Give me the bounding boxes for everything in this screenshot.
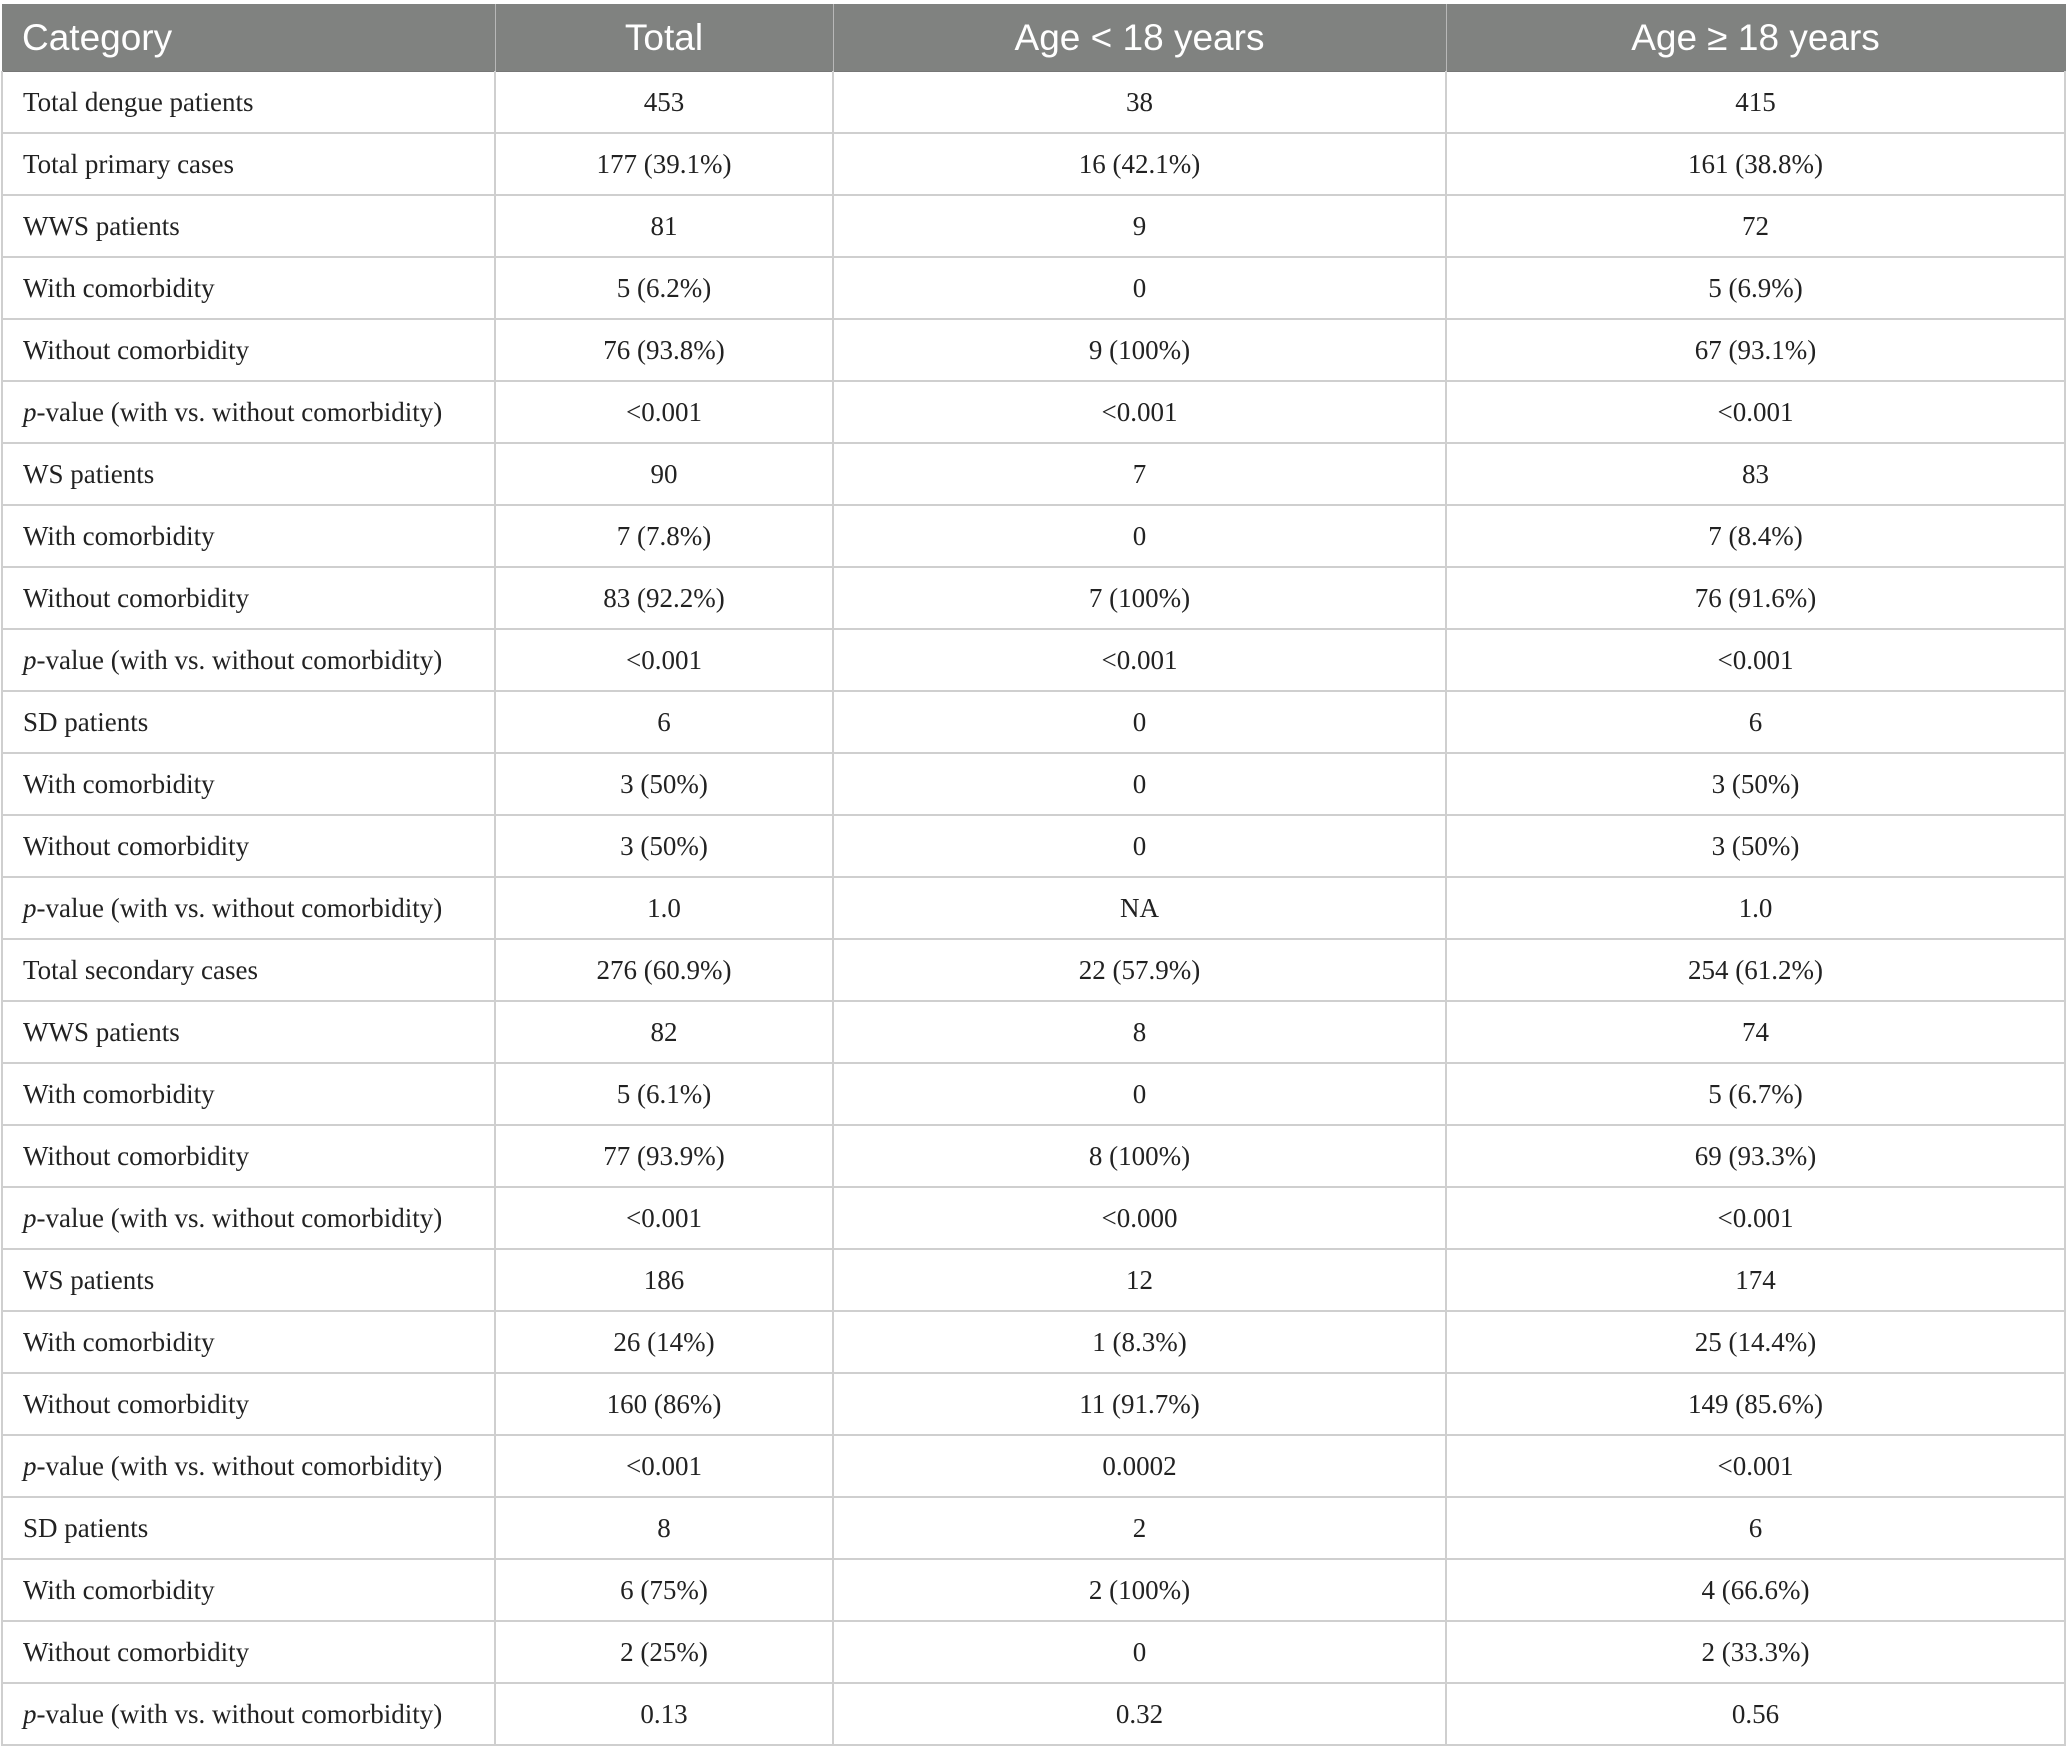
- cell-total: 276 (60.9%): [495, 939, 833, 1001]
- cell-total: 77 (93.9%): [495, 1125, 833, 1187]
- table-row: [2, 381, 2065, 443]
- pvalue-label-rest: -value (with vs. without comorbidity): [36, 892, 443, 923]
- cell-total: 82: [495, 1001, 833, 1063]
- row-category: [2, 1187, 495, 1249]
- table-row: [2, 133, 2065, 195]
- table-row: [2, 753, 2065, 815]
- cell-age-18-plus: 67 (93.1%): [1446, 319, 2065, 381]
- row-category: [2, 629, 495, 691]
- table-row: [2, 1249, 2065, 1311]
- cell-age-under-18: <0.000: [833, 1187, 1446, 1249]
- cell-total: 160 (86%): [495, 1373, 833, 1435]
- cell-total: 3 (50%): [495, 815, 833, 877]
- table-row: [2, 72, 2065, 134]
- cell-age-18-plus: 174: [1446, 1249, 2065, 1311]
- row-category: [2, 877, 495, 939]
- cell-age-under-18: 22 (57.9%): [833, 939, 1446, 1001]
- cell-total: 83 (92.2%): [495, 567, 833, 629]
- table-row: [2, 319, 2065, 381]
- row-category: With comorbidity: [2, 753, 495, 815]
- cell-age-under-18: 16 (42.1%): [833, 133, 1446, 195]
- header-row: [2, 4, 2065, 72]
- row-category: SD patients: [2, 1497, 495, 1559]
- cell-total: <0.001: [495, 1435, 833, 1497]
- table-row: [2, 939, 2065, 1001]
- cell-age-under-18: 7 (100%): [833, 567, 1446, 629]
- row-category: [2, 1435, 495, 1497]
- cell-age-18-plus: 72: [1446, 195, 2065, 257]
- row-category: Without comorbidity: [2, 815, 495, 877]
- cell-age-under-18: 0: [833, 257, 1446, 319]
- cell-age-18-plus: <0.001: [1446, 629, 2065, 691]
- table-row: [2, 257, 2065, 319]
- header-category: Category: [2, 4, 495, 72]
- cell-age-18-plus: 69 (93.3%): [1446, 1125, 2065, 1187]
- cell-age-18-plus: 3 (50%): [1446, 753, 2065, 815]
- cell-age-under-18: 12: [833, 1249, 1446, 1311]
- cell-total: 1.0: [495, 877, 833, 939]
- pvalue-label-rest: -value (with vs. without comorbidity): [36, 1202, 443, 1233]
- row-category: Without comorbidity: [2, 1621, 495, 1683]
- cell-age-under-18: 11 (91.7%): [833, 1373, 1446, 1435]
- cell-age-18-plus: 149 (85.6%): [1446, 1373, 2065, 1435]
- table-row: [2, 195, 2065, 257]
- cell-total: 76 (93.8%): [495, 319, 833, 381]
- row-category: With comorbidity: [2, 1063, 495, 1125]
- cell-age-18-plus: 74: [1446, 1001, 2065, 1063]
- row-category: With comorbidity: [2, 257, 495, 319]
- row-category: Without comorbidity: [2, 1373, 495, 1435]
- row-category: WWS patients: [2, 195, 495, 257]
- table-row: [2, 1435, 2065, 1497]
- row-category: Total primary cases: [2, 133, 495, 195]
- pvalue-italic-p: p: [23, 396, 37, 427]
- row-category: Total dengue patients: [2, 72, 495, 134]
- cell-age-18-plus: 7 (8.4%): [1446, 505, 2065, 567]
- cell-age-under-18: 0: [833, 753, 1446, 815]
- table-row: [2, 1497, 2065, 1559]
- cell-age-under-18: 0: [833, 691, 1446, 753]
- row-category: With comorbidity: [2, 505, 495, 567]
- pvalue-label-rest: -value (with vs. without comorbidity): [36, 644, 443, 675]
- cell-age-under-18: 38: [833, 72, 1446, 134]
- cell-total: 90: [495, 443, 833, 505]
- cell-age-18-plus: 4 (66.6%): [1446, 1559, 2065, 1621]
- table-row: [2, 877, 2065, 939]
- row-category: Without comorbidity: [2, 567, 495, 629]
- table-row: [2, 1683, 2065, 1745]
- cell-age-under-18: 0: [833, 1063, 1446, 1125]
- cell-age-18-plus: 1.0: [1446, 877, 2065, 939]
- cell-age-under-18: 0.32: [833, 1683, 1446, 1745]
- row-category: SD patients: [2, 691, 495, 753]
- table-row: [2, 1373, 2065, 1435]
- pvalue-label-rest: -value (with vs. without comorbidity): [36, 1698, 443, 1729]
- data-table: [1, 4, 2066, 1746]
- pvalue-label-rest: -value (with vs. without comorbidity): [36, 396, 443, 427]
- cell-total: 186: [495, 1249, 833, 1311]
- table-header: [2, 4, 2065, 72]
- header-total: Total: [495, 4, 833, 72]
- pvalue-italic-p: p: [23, 1698, 37, 1729]
- cell-age-18-plus: 6: [1446, 691, 2065, 753]
- pvalue-italic-p: p: [23, 892, 37, 923]
- table-row: [2, 815, 2065, 877]
- cell-age-18-plus: 2 (33.3%): [1446, 1621, 2065, 1683]
- cell-total: 81: [495, 195, 833, 257]
- pvalue-italic-p: p: [23, 1202, 37, 1233]
- cell-age-under-18: 9: [833, 195, 1446, 257]
- cell-total: 6: [495, 691, 833, 753]
- pvalue-italic-p: p: [23, 644, 37, 675]
- table-row: [2, 1559, 2065, 1621]
- row-category: WWS patients: [2, 1001, 495, 1063]
- cell-age-18-plus: 5 (6.7%): [1446, 1063, 2065, 1125]
- table-row: [2, 505, 2065, 567]
- table-row: [2, 443, 2065, 505]
- row-category: With comorbidity: [2, 1559, 495, 1621]
- cell-age-18-plus: 161 (38.8%): [1446, 133, 2065, 195]
- pvalue-italic-p: p: [23, 1450, 37, 1481]
- row-category: [2, 381, 495, 443]
- cell-age-under-18: 0: [833, 1621, 1446, 1683]
- cell-total: 0.13: [495, 1683, 833, 1745]
- cell-age-under-18: 0: [833, 815, 1446, 877]
- cell-total: 6 (75%): [495, 1559, 833, 1621]
- cell-total: 26 (14%): [495, 1311, 833, 1373]
- table-row: [2, 629, 2065, 691]
- row-category: Total secondary cases: [2, 939, 495, 1001]
- cell-age-18-plus: 25 (14.4%): [1446, 1311, 2065, 1373]
- cell-age-under-18: 7: [833, 443, 1446, 505]
- row-category: [2, 1683, 495, 1745]
- cell-total: 7 (7.8%): [495, 505, 833, 567]
- cell-total: 5 (6.2%): [495, 257, 833, 319]
- cell-total: 453: [495, 72, 833, 134]
- cell-age-under-18: 9 (100%): [833, 319, 1446, 381]
- cell-total: <0.001: [495, 381, 833, 443]
- cell-age-18-plus: 3 (50%): [1446, 815, 2065, 877]
- cell-age-18-plus: 5 (6.9%): [1446, 257, 2065, 319]
- cell-age-under-18: NA: [833, 877, 1446, 939]
- cell-age-under-18: 2: [833, 1497, 1446, 1559]
- cell-total: 8: [495, 1497, 833, 1559]
- cell-age-under-18: 0: [833, 505, 1446, 567]
- cell-age-under-18: 8: [833, 1001, 1446, 1063]
- cell-age-18-plus: 0.56: [1446, 1683, 2065, 1745]
- pvalue-label-rest: -value (with vs. without comorbidity): [36, 1450, 443, 1481]
- cell-total: 3 (50%): [495, 753, 833, 815]
- table-row: [2, 1063, 2065, 1125]
- cell-age-under-18: 8 (100%): [833, 1125, 1446, 1187]
- cell-age-18-plus: <0.001: [1446, 1435, 2065, 1497]
- table-row: [2, 1125, 2065, 1187]
- cell-age-18-plus: 254 (61.2%): [1446, 939, 2065, 1001]
- row-category: WS patients: [2, 1249, 495, 1311]
- row-category: Without comorbidity: [2, 1125, 495, 1187]
- cell-total: <0.001: [495, 629, 833, 691]
- table-row: [2, 691, 2065, 753]
- cell-total: 177 (39.1%): [495, 133, 833, 195]
- cell-age-18-plus: 6: [1446, 1497, 2065, 1559]
- cell-age-18-plus: 83: [1446, 443, 2065, 505]
- row-category: With comorbidity: [2, 1311, 495, 1373]
- table-body: [2, 72, 2065, 1746]
- cell-age-under-18: <0.001: [833, 381, 1446, 443]
- cell-age-18-plus: <0.001: [1446, 381, 2065, 443]
- table-row: [2, 1187, 2065, 1249]
- cell-age-under-18: 0.0002: [833, 1435, 1446, 1497]
- cell-age-18-plus: 415: [1446, 72, 2065, 134]
- table-row: [2, 1621, 2065, 1683]
- cell-age-under-18: 1 (8.3%): [833, 1311, 1446, 1373]
- cell-total: <0.001: [495, 1187, 833, 1249]
- cell-age-under-18: 2 (100%): [833, 1559, 1446, 1621]
- cell-total: 5 (6.1%): [495, 1063, 833, 1125]
- cell-age-18-plus: <0.001: [1446, 1187, 2065, 1249]
- cell-age-18-plus: 76 (91.6%): [1446, 567, 2065, 629]
- table-row: [2, 567, 2065, 629]
- row-category: WS patients: [2, 443, 495, 505]
- cell-total: 2 (25%): [495, 1621, 833, 1683]
- header-age-18-plus: Age ≥ 18 years: [1446, 4, 2065, 72]
- row-category: Without comorbidity: [2, 319, 495, 381]
- header-age-under-18: Age < 18 years: [833, 4, 1446, 72]
- table-row: [2, 1001, 2065, 1063]
- cell-age-under-18: <0.001: [833, 629, 1446, 691]
- table-row: [2, 1311, 2065, 1373]
